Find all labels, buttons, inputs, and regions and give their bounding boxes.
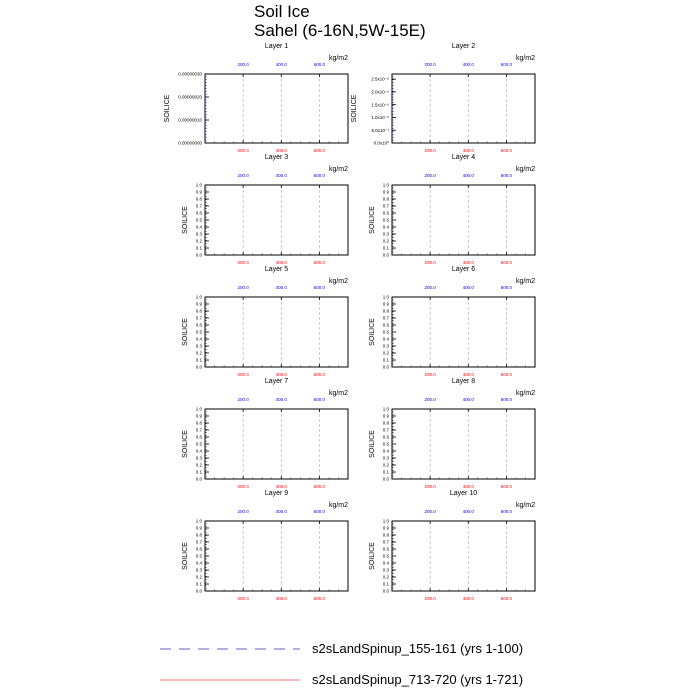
y-tick-label: 0.3	[382, 231, 389, 237]
x-tick-label-bottom: 600.0	[500, 260, 513, 265]
y-tick-label: 1.5x10⁻⁶	[371, 102, 389, 108]
figure-title: Soil Ice	[254, 2, 310, 21]
y-tick-label: 0.1	[195, 357, 202, 363]
y-tick-label: 1.0	[382, 406, 389, 412]
x-tick-label-bottom: 400.0	[275, 372, 287, 377]
x-tick-label-bottom: 600.0	[500, 372, 513, 377]
y-tick-label: 0.6	[382, 434, 389, 440]
panel-title: Layer 2	[451, 43, 476, 50]
x-tick-label-top: 400.0	[462, 285, 474, 290]
x-tick-label-bottom: 200.0	[424, 260, 436, 265]
y-tick-label: 0.6	[382, 322, 389, 328]
y-tick-label: 0.7	[195, 427, 202, 433]
y-tick-label: 0.3	[195, 567, 202, 573]
y-tick-label: 0.7	[382, 315, 389, 321]
x-tick-label-top: 400.0	[462, 62, 474, 67]
y-tick-label: 0.2	[195, 574, 202, 580]
x-tick-label-bottom: 200.0	[424, 484, 436, 489]
y-tick-label: 0.5	[195, 553, 202, 559]
x-tick-label-bottom: 400.0	[462, 260, 474, 265]
y-tick-label: 0.7	[382, 539, 389, 545]
x-tick-label-bottom: 600.0	[313, 260, 326, 265]
y-tick-label: 0.8	[195, 196, 202, 202]
panel-title: Layer 3	[264, 154, 289, 161]
y-tick-label: 0.1	[382, 581, 389, 587]
y-tick-label: 1.0	[382, 182, 389, 188]
y-tick-label: 2.5x10⁻⁶	[371, 76, 389, 82]
y-tick-label: 1.0	[195, 294, 202, 300]
y-tick-label: 0.1	[195, 469, 202, 475]
y-tick-label: 0.3	[382, 567, 389, 573]
y-tick-label: 0.1	[382, 469, 389, 475]
y-axis-label: SOILICE	[369, 318, 376, 346]
x-tick-label-bottom: 600.0	[500, 148, 513, 153]
legend-label-2: s2sLandSpinup_713-720 (yrs 1-721)	[312, 672, 524, 687]
y-tick-label: 0.9	[195, 301, 202, 307]
y-tick-label: 1.0	[382, 294, 389, 300]
x-tick-label-top: 400.0	[275, 62, 287, 67]
y-tick-label: 0.4	[382, 560, 389, 566]
y-tick-label: 0.1	[382, 245, 389, 251]
panel-frame	[392, 297, 535, 367]
x-tick-label-bottom: 200.0	[237, 596, 249, 601]
y-tick-label: 0.7	[195, 539, 202, 545]
y-tick-label: 0.9	[195, 525, 202, 531]
y-tick-label: 1.0	[382, 518, 389, 524]
x-tick-label-bottom: 200.0	[424, 596, 436, 601]
y-tick-label: 0.8	[195, 532, 202, 538]
x-tick-label-bottom: 400.0	[275, 148, 287, 153]
x-tick-label-top: 600.0	[500, 285, 513, 290]
x-tick-label-top: 200.0	[424, 285, 436, 290]
y-tick-label: 1.0	[195, 518, 202, 524]
x-tick-label-bottom: 400.0	[275, 484, 287, 489]
x-tick-label-bottom: 400.0	[462, 372, 474, 377]
y-tick-label: 0.5	[195, 441, 202, 447]
y-tick-label: 0.00000020	[178, 94, 202, 100]
y-tick-label: 0.0	[195, 364, 202, 370]
y-tick-label: 0.5	[382, 441, 389, 447]
x-tick-label-bottom: 200.0	[424, 148, 436, 153]
y-tick-label: 0.00000000	[178, 140, 202, 146]
y-tick-label: 0.7	[195, 203, 202, 209]
y-tick-label: 0.0	[382, 588, 389, 594]
panel-title: Layer 7	[264, 378, 289, 385]
y-tick-label: 0.0	[195, 476, 202, 482]
y-tick-label: 0.0	[195, 588, 202, 594]
panel-frame	[205, 521, 348, 591]
y-tick-label: 0.2	[195, 238, 202, 244]
x-tick-label-top: 600.0	[500, 173, 513, 178]
y-tick-label: 0.4	[382, 448, 389, 454]
panel-units: kg/m2	[328, 390, 348, 397]
y-tick-label: 0.1	[195, 581, 202, 587]
y-tick-label: 0.9	[382, 525, 389, 531]
y-tick-label: 0.9	[382, 413, 389, 419]
y-tick-label: 0.3	[195, 455, 202, 461]
y-tick-label: 0.7	[382, 203, 389, 209]
y-tick-label: 1.0x10⁻⁶	[371, 115, 389, 121]
panel-units: kg/m2	[328, 502, 348, 509]
x-tick-label-top: 400.0	[462, 397, 474, 402]
panel-units: kg/m2	[328, 166, 348, 173]
y-tick-label: 0.1	[195, 245, 202, 251]
y-tick-label: 0.8	[195, 420, 202, 426]
x-tick-label-top: 600.0	[313, 285, 326, 290]
panel-units: kg/m2	[515, 55, 535, 62]
y-tick-label: 0.8	[382, 196, 389, 202]
y-tick-label: 0.6	[382, 210, 389, 216]
panel-units: kg/m2	[328, 55, 348, 62]
x-tick-label-bottom: 600.0	[500, 484, 513, 489]
x-tick-label-top: 200.0	[237, 173, 249, 178]
figure-subtitle: Sahel (6-16N,5W-15E)	[254, 21, 426, 40]
y-axis-label: SOILICE	[182, 318, 189, 346]
x-tick-label-top: 200.0	[237, 509, 249, 514]
x-tick-label-top: 200.0	[237, 397, 249, 402]
y-tick-label: 0.4	[195, 560, 202, 566]
x-tick-label-top: 200.0	[424, 509, 436, 514]
y-axis-label: SOILICE	[164, 94, 171, 123]
panel-frame	[205, 185, 348, 255]
y-tick-label: 0.3	[382, 455, 389, 461]
x-tick-label-bottom: 200.0	[237, 148, 249, 153]
y-tick-label: 0.8	[382, 420, 389, 426]
panel-title: Layer 6	[451, 266, 476, 273]
x-tick-label-top: 400.0	[462, 173, 474, 178]
y-tick-label: 0.3	[195, 231, 202, 237]
y-tick-label: 0.5	[382, 553, 389, 559]
y-tick-label: 0.0	[382, 364, 389, 370]
y-tick-label: 0.6	[382, 546, 389, 552]
y-tick-label: 0.9	[382, 189, 389, 195]
y-tick-label: 0.2	[382, 350, 389, 356]
y-tick-label: 0.2	[195, 462, 202, 468]
panel-title: Layer 1	[264, 43, 289, 50]
y-tick-label: 1.0	[195, 406, 202, 412]
x-tick-label-top: 600.0	[500, 509, 513, 514]
x-tick-label-bottom: 600.0	[313, 596, 326, 601]
y-tick-label: 0.3	[382, 343, 389, 349]
y-tick-label: 0.5	[195, 217, 202, 223]
x-tick-label-top: 600.0	[313, 397, 326, 402]
y-tick-label: 0.0x10⁰	[373, 140, 389, 146]
x-tick-label-top: 200.0	[424, 173, 436, 178]
panel-frame	[205, 74, 348, 143]
x-tick-label-bottom: 400.0	[275, 260, 287, 265]
x-tick-label-bottom: 400.0	[462, 596, 474, 601]
y-tick-label: 5.0x10⁻⁷	[371, 127, 389, 133]
y-tick-label: 0.7	[382, 427, 389, 433]
y-tick-label: 0.6	[195, 210, 202, 216]
panel-units: kg/m2	[515, 502, 535, 509]
y-tick-label: 0.1	[382, 357, 389, 363]
x-tick-label-top: 400.0	[462, 509, 474, 514]
y-axis-label: SOILICE	[182, 430, 189, 458]
x-tick-label-top: 400.0	[275, 173, 287, 178]
panel-frame	[205, 409, 348, 479]
x-tick-label-bottom: 200.0	[237, 260, 249, 265]
y-tick-label: 0.00000010	[178, 117, 202, 123]
x-tick-label-bottom: 200.0	[424, 372, 436, 377]
x-tick-label-bottom: 200.0	[237, 372, 249, 377]
y-tick-label: 0.2	[382, 462, 389, 468]
x-tick-label-bottom: 600.0	[313, 148, 326, 153]
panel-frame	[392, 409, 535, 479]
y-tick-label: 0.9	[382, 301, 389, 307]
x-tick-label-bottom: 200.0	[237, 484, 249, 489]
y-axis-label: SOILICE	[369, 542, 376, 570]
x-tick-label-top: 200.0	[424, 397, 436, 402]
y-axis-label: SOILICE	[369, 206, 376, 234]
panel-frame	[392, 521, 535, 591]
x-tick-label-top: 600.0	[500, 62, 513, 67]
panel-units: kg/m2	[515, 390, 535, 397]
y-tick-label: 0.7	[195, 315, 202, 321]
y-tick-label: 0.6	[195, 546, 202, 552]
y-tick-label: 1.0	[195, 182, 202, 188]
x-tick-label-bottom: 600.0	[313, 372, 326, 377]
y-tick-label: 0.2	[195, 350, 202, 356]
y-tick-label: 0.0	[382, 476, 389, 482]
y-tick-label: 0.0	[382, 252, 389, 258]
y-tick-label: 0.3	[195, 343, 202, 349]
x-tick-label-bottom: 600.0	[500, 596, 513, 601]
y-tick-label: 2.0x10⁻⁶	[371, 89, 389, 95]
x-tick-label-top: 400.0	[275, 285, 287, 290]
panel-title: Layer 10	[449, 490, 478, 497]
x-tick-label-top: 600.0	[500, 397, 513, 402]
y-tick-label: 0.2	[382, 238, 389, 244]
y-axis-label: SOILICE	[351, 94, 358, 123]
y-tick-label: 0.2	[382, 574, 389, 580]
panel-title: Layer 9	[264, 490, 289, 497]
y-tick-label: 0.4	[195, 224, 202, 230]
y-tick-label: 0.4	[382, 224, 389, 230]
y-tick-label: 0.5	[382, 217, 389, 223]
y-tick-label: 0.0	[195, 252, 202, 258]
panel-frame	[392, 74, 535, 143]
y-tick-label: 0.8	[195, 308, 202, 314]
x-tick-label-top: 200.0	[424, 62, 436, 67]
y-tick-label: 0.9	[195, 189, 202, 195]
y-tick-label: 0.9	[195, 413, 202, 419]
y-tick-label: 0.4	[382, 336, 389, 342]
x-tick-label-top: 400.0	[275, 509, 287, 514]
panel-frame	[392, 185, 535, 255]
y-axis-label: SOILICE	[182, 542, 189, 570]
panel-units: kg/m2	[515, 166, 535, 173]
y-tick-label: 0.5	[382, 329, 389, 335]
x-tick-label-bottom: 400.0	[275, 596, 287, 601]
y-tick-label: 0.5	[195, 329, 202, 335]
y-tick-label: 0.8	[382, 308, 389, 314]
x-tick-label-top: 600.0	[313, 173, 326, 178]
y-axis-label: SOILICE	[182, 206, 189, 234]
x-tick-label-top: 200.0	[237, 62, 249, 67]
y-tick-label: 0.4	[195, 336, 202, 342]
x-tick-label-bottom: 400.0	[462, 484, 474, 489]
y-tick-label: 0.4	[195, 448, 202, 454]
panel-title: Layer 8	[451, 378, 476, 385]
x-tick-label-bottom: 600.0	[313, 484, 326, 489]
y-tick-label: 0.6	[195, 434, 202, 440]
x-tick-label-top: 600.0	[313, 509, 326, 514]
y-tick-label: 0.00000030	[178, 71, 202, 77]
x-tick-label-top: 600.0	[313, 62, 326, 67]
panel-title: Layer 4	[451, 154, 476, 161]
x-tick-label-bottom: 400.0	[462, 148, 474, 153]
panel-title: Layer 5	[264, 266, 289, 273]
panel-frame	[205, 297, 348, 367]
y-axis-label: SOILICE	[369, 430, 376, 458]
legend-label-1: s2sLandSpinup_155-161 (yrs 1-100)	[312, 641, 524, 656]
panel-units: kg/m2	[515, 278, 535, 285]
y-tick-label: 0.8	[382, 532, 389, 538]
y-tick-label: 0.6	[195, 322, 202, 328]
x-tick-label-top: 200.0	[237, 285, 249, 290]
x-tick-label-top: 400.0	[275, 397, 287, 402]
panel-units: kg/m2	[328, 278, 348, 285]
